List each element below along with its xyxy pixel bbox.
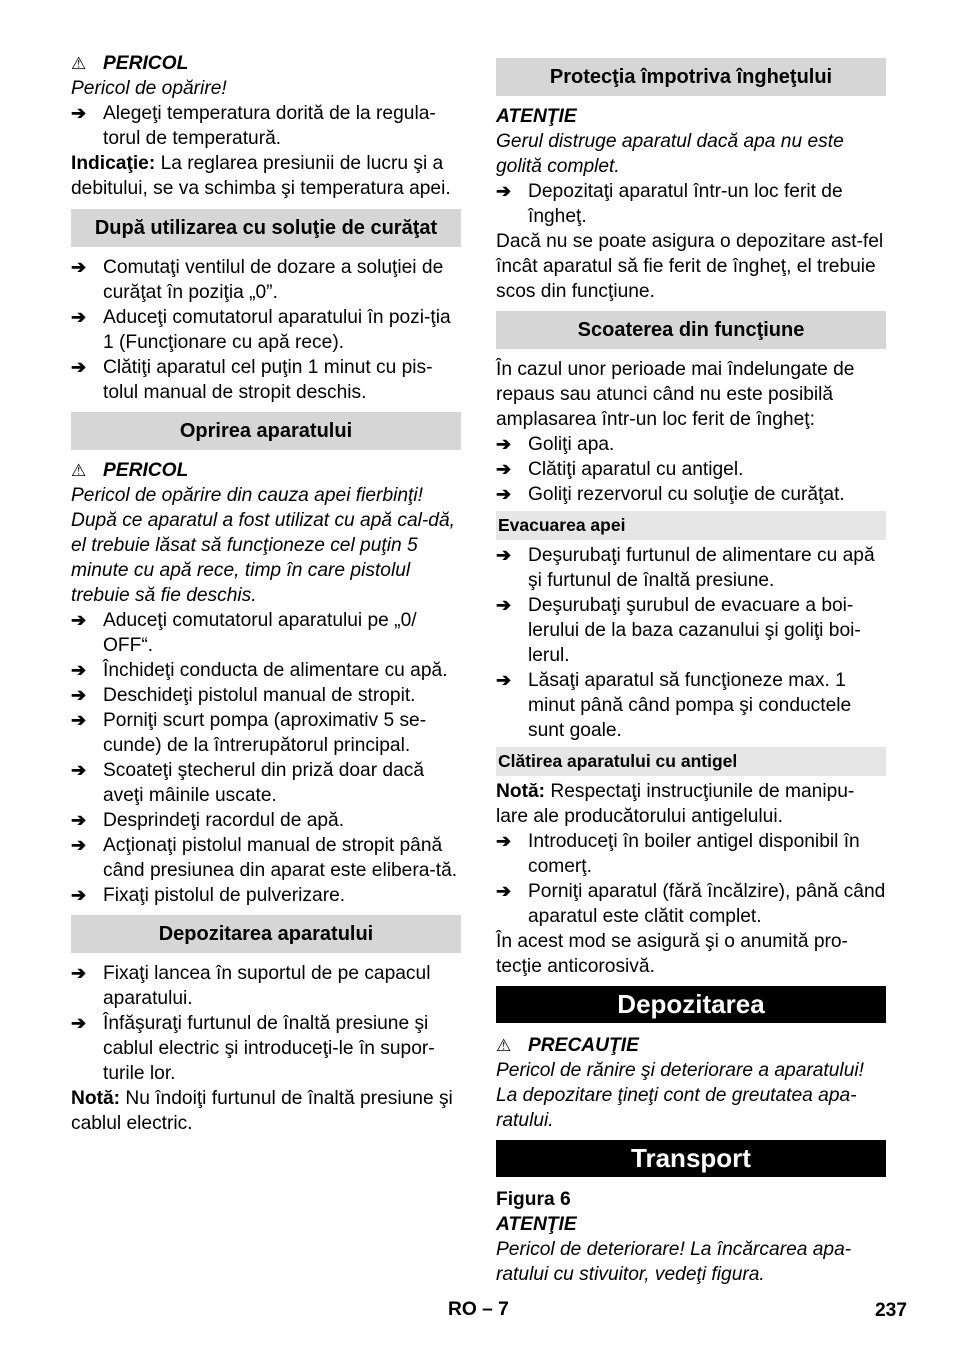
arrow-icon: ➔ <box>71 963 87 983</box>
list-item: ➔ Închideţi conducta de alimentare cu apă. <box>71 660 448 681</box>
arrow-icon: ➔ <box>496 434 512 454</box>
list-item: ➔ Aduceţi comutatorul aparatului pe „0/ OFF“. <box>71 610 417 656</box>
arrow-icon: ➔ <box>71 810 87 830</box>
paragraph: În acest mod se asigură şi o anumită pro-tecţie anticorosivă. <box>496 931 848 977</box>
warning-text: Pericol de deteriorare! La încărcarea apa-ratului cu stivuitor, vedeţi figura. <box>496 1239 852 1285</box>
chapter-heading: Depozitarea <box>496 986 886 1023</box>
arrow-icon: ➔ <box>496 181 512 201</box>
arrow-icon: ➔ <box>71 610 87 630</box>
arrow-icon: ➔ <box>71 660 87 680</box>
arrow-icon: ➔ <box>71 1013 87 1033</box>
section-heading: Depozitarea aparatului <box>71 915 461 953</box>
arrow-icon: ➔ <box>496 484 512 504</box>
list-item: ➔ Deşurubaţi şurubul de evacuare a boi-lerului de la baza cazanului şi goliţi boi-lerul. <box>496 595 861 666</box>
arrow-icon: ➔ <box>71 835 87 855</box>
footer-section-code: RO – 7 <box>448 1299 509 1320</box>
section-heading: Protecţia împotriva îngheţului <box>496 58 886 96</box>
list-item: ➔ Clătiţi aparatul cel puţin 1 minut cu pis-tolul manual de stropit deschis. <box>71 357 433 403</box>
arrow-icon: ➔ <box>71 103 87 123</box>
list-item: ➔ Aduceţi comutatorul aparatului în pozi-ţia 1 (Funcţionare cu apă rece). <box>71 307 451 353</box>
arrow-icon: ➔ <box>71 710 87 730</box>
arrow-icon: ➔ <box>71 760 87 780</box>
warning-title: PERICOL <box>103 53 189 74</box>
arrow-icon: ➔ <box>71 685 87 705</box>
list-item: ➔ Desprindeţi racordul de apă. <box>71 810 345 831</box>
warning-text: Pericol de rănire şi deteriorare a aparatului! La depozitare ţineţi cont de greutatea apa-ratului. <box>496 1060 864 1131</box>
list-item: ➔ Lăsaţi aparatul să funcţioneze max. 1 minut până când pompa şi conductele sunt goale. <box>496 670 852 741</box>
list-item: ➔ Alegeţi temperatura dorită de la regula-torul de temperatură. <box>71 103 436 149</box>
list-item: ➔ Scoateţi ştecherul din priză doar dacă aveţi mâinile uscate. <box>71 760 425 806</box>
warning-heading: ATENŢIE <box>496 1214 577 1235</box>
arrow-icon: ➔ <box>496 545 512 565</box>
note-paragraph: Notă: Respectaţi instrucţiunile de manipu-lare ale producătorului antigelului. <box>496 781 855 827</box>
subsection-heading: Evacuarea apei <box>496 511 886 540</box>
warning-title: PERICOL <box>103 460 189 481</box>
section-heading: Oprirea aparatului <box>71 412 461 450</box>
arrow-icon: ➔ <box>71 307 87 327</box>
list-item: ➔ Goliţi apa. <box>496 434 615 455</box>
arrow-icon: ➔ <box>496 670 512 690</box>
warning-text: Gerul distruge aparatul dacă apa nu este golită complet. <box>496 131 844 177</box>
warning-icon: ⚠ <box>71 54 87 73</box>
list-item: ➔ Depozitaţi aparatul într-un loc ferit de îngheţ. <box>496 181 843 227</box>
note-paragraph: Notă: Nu îndoiţi furtunul de înaltă presiune şi cablul electric. <box>71 1088 453 1134</box>
list-item: ➔ Clătiţi aparatul cu antigel. <box>496 459 744 480</box>
warning-title: PRECAUŢIE <box>528 1035 639 1056</box>
left-column <box>71 51 461 1136</box>
figure-reference: Figura 6 <box>496 1189 571 1210</box>
right-column <box>496 51 886 1287</box>
list-item: ➔ Porniţi aparatul (fără încălzire), până când aparatul este clătit complet. <box>496 881 886 927</box>
arrow-icon: ➔ <box>71 257 87 277</box>
arrow-icon: ➔ <box>496 881 512 901</box>
subsection-heading: Clătirea aparatului cu antigel <box>496 747 886 776</box>
list-item: ➔ Goliţi rezervorul cu soluţie de curăţat. <box>496 484 845 505</box>
warning-icon: ⚠ <box>71 461 87 480</box>
paragraph: În cazul unor perioade mai îndelungate de repaus sau atunci când nu este posibilă amplasarea într-un loc ferit de îngheţ: <box>496 359 855 430</box>
arrow-icon: ➔ <box>71 885 87 905</box>
list-item: ➔ Comutaţi ventilul de dozare a soluţiei de curăţat în poziţia „0”. <box>71 257 444 303</box>
warning-heading <box>496 1033 886 1058</box>
arrow-icon: ➔ <box>71 357 87 377</box>
list-item: ➔ Deschideţi pistolul manual de stropit. <box>71 685 416 706</box>
warning-heading: ATENŢIE <box>496 106 577 127</box>
paragraph: Dacă nu se poate asigura o depozitare ast-fel încât aparatul să fie ferit de îngheţ, el trebuie scos din funcţiune. <box>496 231 884 302</box>
list-item: ➔ Deşurubaţi furtunul de alimentare cu apă şi furtunul de înaltă presiune. <box>496 545 875 591</box>
warning-icon: ⚠ <box>496 1036 512 1055</box>
arrow-icon: ➔ <box>496 831 512 851</box>
list-item: ➔ Înfăşuraţi furtunul de înaltă presiune şi cablul electric şi introduceţi-le în supor-turile lor. <box>71 1013 435 1084</box>
list-item: ➔ Acţionaţi pistolul manual de stropit până când presiunea din aparat este elibera-tă. <box>71 835 458 881</box>
chapter-heading: Transport <box>496 1140 886 1177</box>
warning-heading <box>71 51 461 76</box>
list-item: ➔ Introduceţi în boiler antigel disponibil în comerţ. <box>496 831 860 877</box>
arrow-icon: ➔ <box>496 595 512 615</box>
section-heading: Scoaterea din funcţiune <box>496 311 886 349</box>
warning-text: Pericol de opărire! <box>71 78 227 99</box>
list-item: ➔ Fixaţi pistolul de pulverizare. <box>71 885 346 906</box>
arrow-icon: ➔ <box>496 459 512 479</box>
warning-text: Pericol de opărire din cauza apei fierbinţi! După ce aparatul a fost utilizat cu apă cal-dă, el trebuie lăsat să funcţioneze cel puţin 5 minute cu apă rece, timp în care pistolul trebuie să fie deschis. <box>71 485 455 606</box>
page-number: 237 <box>875 1300 908 1321</box>
warning-heading <box>71 458 461 483</box>
note-paragraph: Indicaţie: La reglarea presiunii de lucru şi a debitului, se va schimba şi temperatura apei. <box>71 153 451 199</box>
section-heading: După utilizarea cu soluţie de curăţat <box>71 209 461 247</box>
list-item: ➔ Porniţi scurt pompa (aproximativ 5 se-cunde) de la întrerupătorul principal. <box>71 710 427 756</box>
list-item: ➔ Fixaţi lancea în suportul de pe capacul aparatului. <box>71 963 431 1009</box>
